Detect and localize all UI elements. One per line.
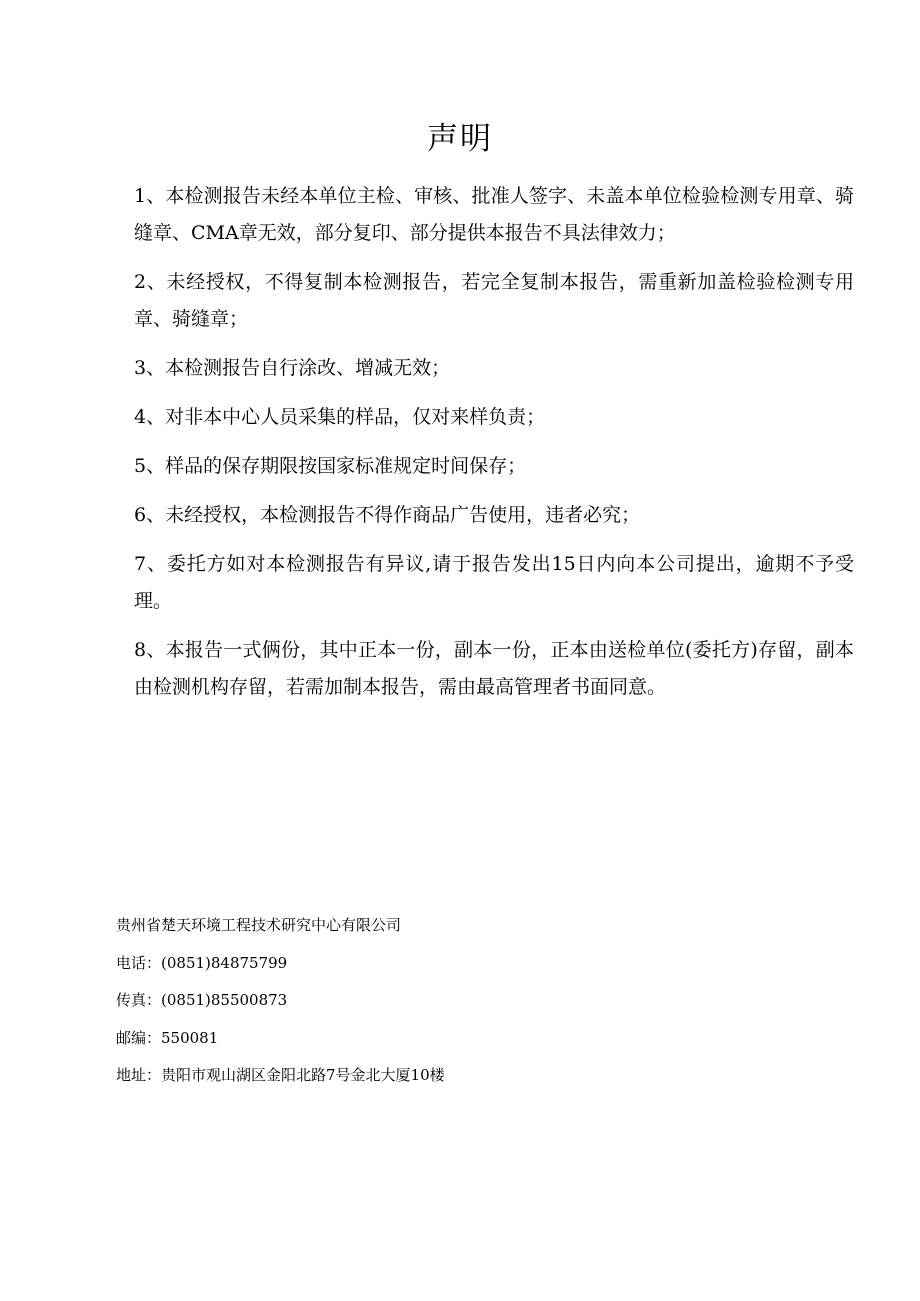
clause-2: 2、未经授权，不得复制本检测报告，若完全复制本报告，需重新加盖检验检测专用章、骑缝章； [134, 271, 854, 330]
clause-8: 8、本报告一式俩份，其中正本一份，副本一份，正本由送检单位(委托方)存留，副本由检测机构存留，若需加制本报告，需由最高管理者书面同意。 [134, 639, 854, 698]
clause-1: 1、本检测报告未经本单位主检、审核、批准人签字、未盖本单位检验检测专用章、骑缝章、CMA章无效，部分复印、部分提供本报告不具法律效力； [134, 185, 854, 244]
fax-number: 传真：(0851)85500873 [116, 991, 288, 1009]
clause-7: 7、委托方如对本检测报告有异议,请于报告发出15日内向本公司提出，逾期不予受理。 [134, 553, 854, 612]
statement-clauses [134, 178, 854, 718]
company-name: 贵州省楚天环境工程技术研究中心有限公司 [116, 916, 402, 934]
address: 地址：贵阳市观山湖区金阳北路7号金北大厦10楼 [116, 1066, 445, 1084]
phone-number: 电话：(0851)84875799 [116, 953, 288, 972]
clause-5: 5、样品的保存期限按国家标准规定时间保存； [134, 455, 527, 477]
postcode: 邮编：550081 [116, 1028, 219, 1047]
clause-3: 3、本检测报告自行涂改、增减无效； [134, 357, 451, 379]
contact-info [116, 914, 716, 1102]
clause-4: 4、对非本中心人员采集的样品，仅对来样负责； [134, 406, 546, 428]
page-title: 声明 [427, 121, 493, 157]
clause-6: 6、未经授权，本检测报告不得作商品广告使用，违者必究； [134, 504, 641, 526]
